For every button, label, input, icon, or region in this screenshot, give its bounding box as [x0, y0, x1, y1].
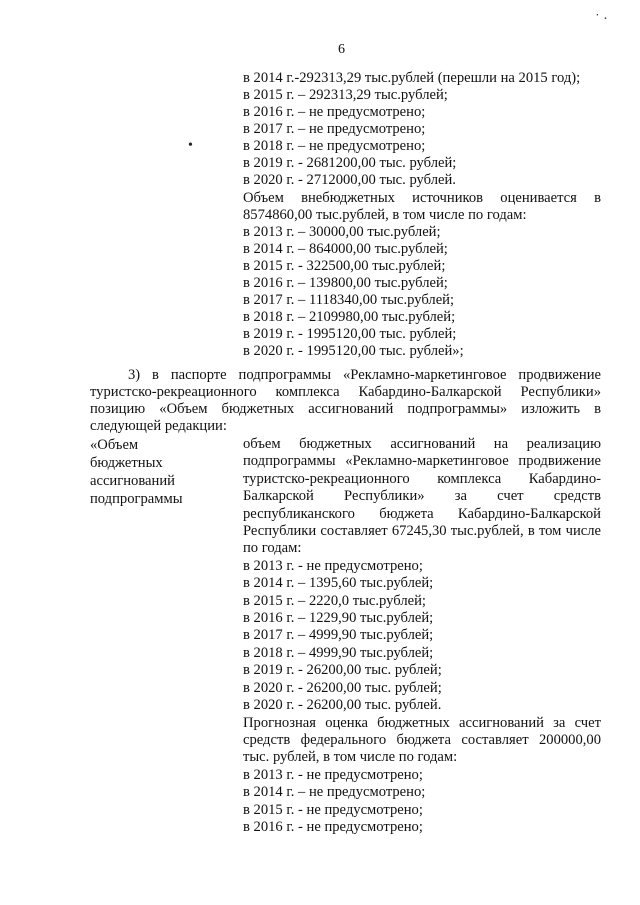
- item-3-text: 3) в паспорте подпрограммы «Рекламно-маркетинговое продвижение туристско-рекреационного комплекса Кабардино-Балкарской Республики» позицию «Объем бюджетных ассигнований подпрограммы» изложить в следующей редакции:: [90, 367, 601, 434]
- position-label: [90, 436, 183, 508]
- funding-year-line: в 2016 г. – не предусмотрено;: [243, 104, 426, 120]
- federal-year-line: в 2014 г. – не предусмотрено;: [243, 784, 426, 801]
- position-label-line: бюджетных: [90, 455, 163, 471]
- federal-year-line: в 2013 г. - не предусмотрено;: [243, 766, 423, 783]
- federal-budget-intro: Прогнозная оценка бюджетных ассигнований за счет средств федерального бюджета составляет 200000,00 тыс. рублей, в том числе по годам:: [243, 714, 601, 766]
- extrabudget-year-line: в 2019 г. - 1995120,00 тыс. рублей;: [243, 326, 457, 342]
- scan-speck: •: [188, 138, 193, 153]
- extrabudget-year-line: в 2013 г. – 30000,00 тыс.рублей;: [243, 224, 441, 240]
- funding-year-line: в 2019 г. - 2681200,00 тыс. рублей;: [243, 155, 457, 171]
- position-value: [243, 436, 601, 836]
- funding-year-line: в 2020 г. - 2712000,00 тыс. рублей.: [243, 172, 456, 188]
- republic-year-line: в 2019 г. - 26200,00 тыс. рублей;: [243, 662, 442, 679]
- funding-list-top: [243, 70, 580, 189]
- funding-year-line: в 2014 г.-292313,29 тыс.рублей (перешли на 2015 год);: [243, 70, 581, 86]
- scan-speck: ˙ ·: [595, 12, 608, 27]
- item-3-paragraph: [90, 367, 601, 435]
- extrabudget-list: [243, 224, 464, 360]
- extrabudget-year-line: в 2018 г. – 2109980,00 тыс.рублей;: [243, 309, 456, 325]
- republic-year-line: в 2015 г. – 2220,0 тыс.рублей;: [243, 592, 426, 609]
- republic-year-line: в 2018 г. – 4999,90 тыс.рублей;: [243, 644, 434, 661]
- extrabudget-year-line: в 2017 г. – 1118340,00 тыс.рублей;: [243, 292, 455, 308]
- extrabudget-year-line: в 2020 г. - 1995120,00 тыс. рублей»;: [243, 343, 464, 359]
- position-label-line: ассигнований: [90, 473, 175, 489]
- federal-budget-list: [243, 767, 601, 837]
- federal-year-line: в 2016 г. - не предусмотрено;: [243, 818, 423, 835]
- republic-year-line: в 2020 г. - 26200,00 тыс. рублей;: [243, 679, 442, 696]
- funding-year-line: в 2017 г. – не предусмотрено;: [243, 121, 426, 137]
- extrabudget-year-line: в 2016 г. – 139800,00 тыс.рублей;: [243, 275, 448, 291]
- republic-budget-list: [243, 558, 601, 715]
- republic-budget-intro: объем бюджетных ассигнований на реализацию подпрограммы «Рекламно-маркетинговое продвижение туристско-рекреационного комплекса Кабардино-Балкарской Республики» за счет средств республиканского бюджета Кабардино-Балкарской Республики составляет 67245,30 тыс.рублей, в том числе по годам:: [243, 436, 601, 557]
- republic-year-line: в 2020 г. - 26200,00 тыс. рублей.: [243, 697, 442, 714]
- funding-year-line: в 2015 г. – 292313,29 тыс.рублей;: [243, 87, 448, 103]
- position-label-line: «Объем: [90, 437, 139, 453]
- page-number: 6: [338, 42, 345, 57]
- extrabudget-year-line: в 2014 г. – 864000,00 тыс.рублей;: [243, 241, 448, 257]
- position-label-line: подпрограммы: [90, 491, 183, 507]
- funding-year-line: в 2018 г. – не предусмотрено;: [243, 138, 426, 154]
- republic-year-line: в 2017 г. – 4999,90 тыс.рублей;: [243, 627, 434, 644]
- federal-year-line: в 2015 г. - не предусмотрено;: [243, 801, 423, 818]
- extrabudget-year-line: в 2015 г. - 322500,00 тыс.рублей;: [243, 258, 446, 274]
- republic-year-line: в 2014 г. – 1395,60 тыс.рублей;: [243, 575, 434, 592]
- extrabudget-intro: Объем внебюджетных источников оценивается в 8574860,00 тыс.рублей, в том числе по годам:: [243, 190, 601, 223]
- republic-year-line: в 2013 г. - не предусмотрено;: [243, 557, 423, 574]
- republic-year-line: в 2016 г. – 1229,90 тыс.рублей;: [243, 610, 434, 627]
